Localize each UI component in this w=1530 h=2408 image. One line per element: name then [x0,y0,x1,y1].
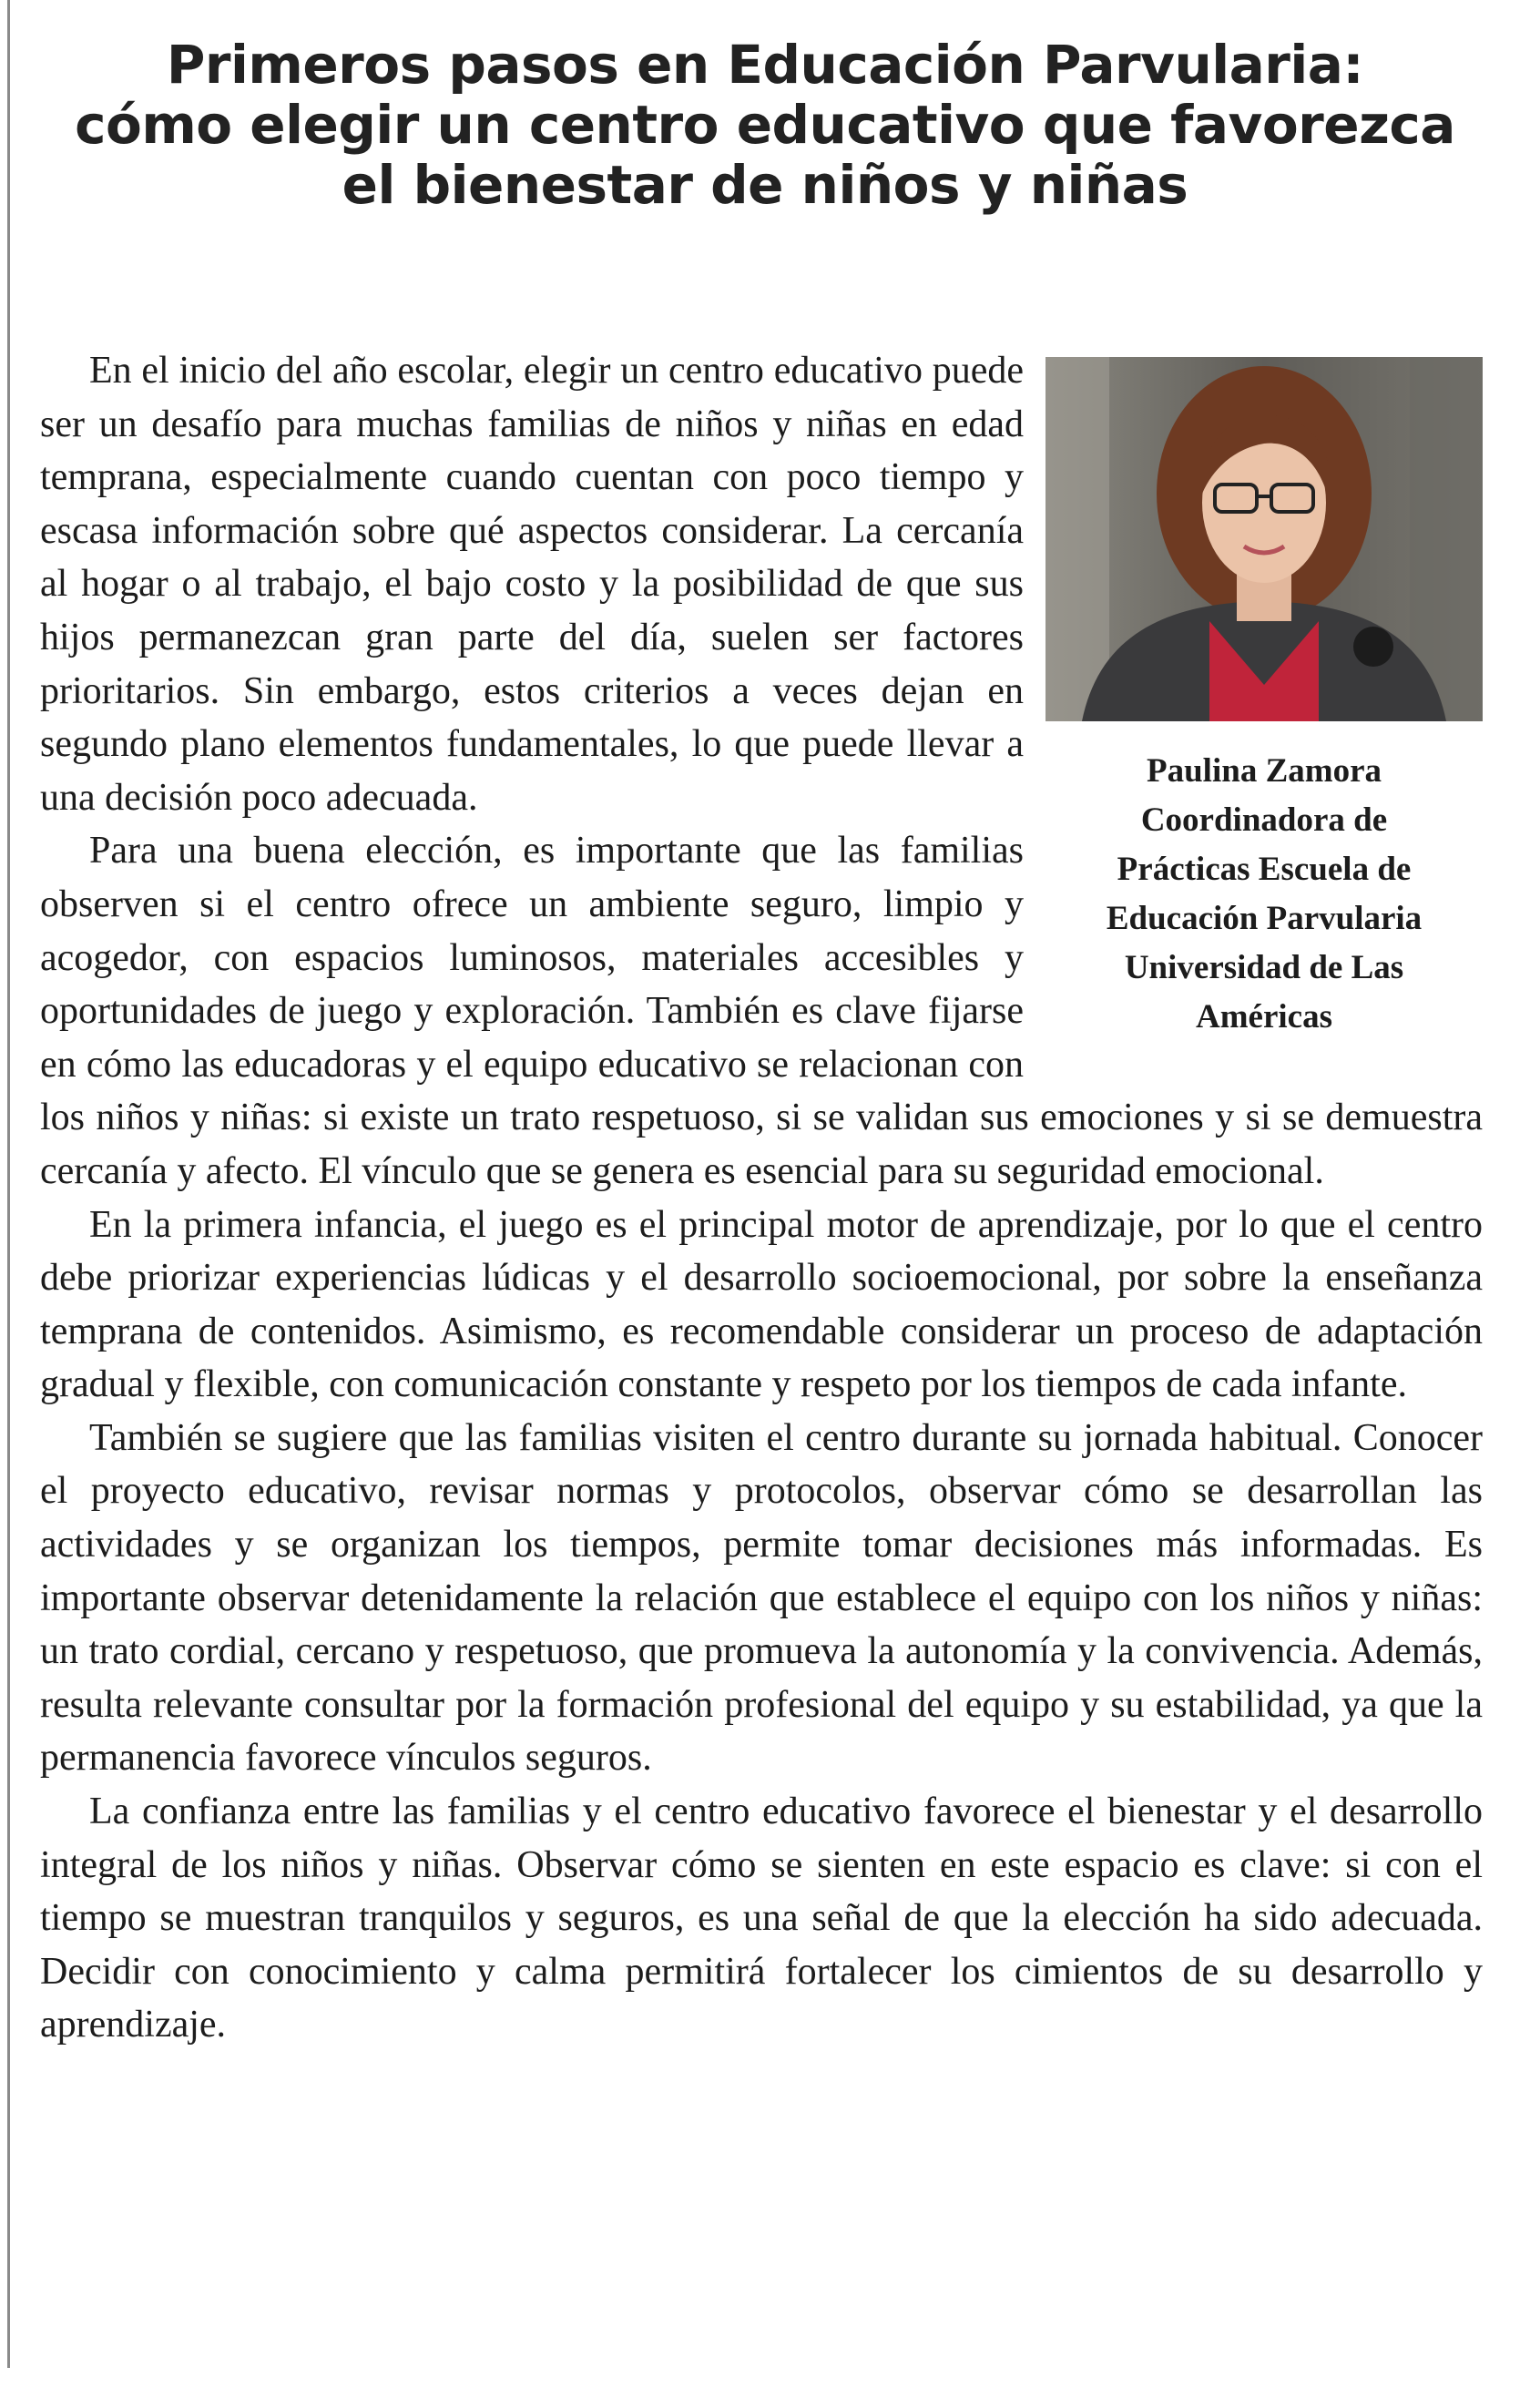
author-role-line-5: Américas [1196,998,1332,1036]
author-role-line-1: Coordinadora de [1140,801,1388,839]
headline-line-3: el bienestar de niños y niñas [342,154,1188,217]
author-photo [1046,357,1483,721]
paragraph-1: En el inicio del año escolar, elegir un centro educativo puede ser un desafío para muchas familias de niños y niñas en edad temprana, especialmente cuando cuentan con poco tiempo y escasa información sobre qué aspectos considerar. La cercanía al hogar o al trabajo, el bajo costo y la posibilidad de que sus hijos permanezcan gran parte del día, suelen ser factores prioritarios. Sin embargo, estos criterios a veces dejan en segundo plano elementos fundamentales, lo que puede llevar a una decisión poco adecuada. [40,350,1024,819]
column-rule [7,0,10,2368]
headline-line-1: Primeros pasos en Educación Parvularia: [166,34,1364,96]
paragraph-4: También se sugiere que las familias visiten el centro durante su jornada habitual. Conocer el proyecto educativo, revisar normas y protocolos, observar cómo se desarrollan las actividades y se organizan los tiempos, permite tomar decisiones más informadas. Es importante observar detenidamente la relación que establece el equipo con los niños y niñas: un trato cordial, cercano y respetuoso, que promueva la autonomía y la convivencia. Además, resulta relevante consultar por la formación profesional del equipo y su estabilidad, ya que la permanencia favorece vínculos seguros. [40,1416,1483,1780]
headline-line-2: cómo elegir un centro educativo que favorezca [75,94,1455,157]
author-caption [1046,747,1483,1042]
author-role-line-4: Universidad de Las [1124,949,1404,986]
author-role-line-2: Prácticas Escuela de [1117,851,1412,888]
paragraph-2: Para una buena elección, es importante que las familias observen si el centro ofrece un ambiente seguro, limpio y acogedor, con espacios luminosos, materiales accesibles y oportunidades de juego y exploración. También es clave fijarse en cómo las educadoras y el equipo educativo se relacionan con los niños y niñas: si existe un trato respetuoso, si se validan sus emociones y si se demuestra cercanía y afecto. El vínculo que se genera es esencial para su seguridad emocional. [40,830,1483,1192]
author-sidebar [1046,357,1483,1086]
author-role-line-3: Educación Parvularia [1106,900,1423,937]
headline [27,35,1503,215]
author-name: Paulina Zamora [1147,752,1382,790]
author-portrait-illustration [1046,357,1483,721]
paragraph-5: La confianza entre las familias y el centro educativo favorece el bienestar y el desarrollo integral de los niños y niñas. Observar cómo se sienten en este espacio es clave: si con el tiempo se muestran tranquilos y seguros, es una señal de que la elección ha sido adecuada. Decidir con conocimiento y calma permitirá fortalecer los cimientos de su desarrollo y aprendizaje. [40,1791,1483,2046]
paragraph-3: En la primera infancia, el juego es el principal motor de aprendizaje, por lo que el centro debe priorizar experiencias lúdicas y el desarrollo socioemocional, por sobre la enseñanza temprana de contenidos. Asimismo, es recomendable considerar un proceso de adaptación gradual y flexible, con comunicación constante y respeto por los tiempos de cada infante. [40,1203,1483,1406]
article-body [40,344,1483,2052]
